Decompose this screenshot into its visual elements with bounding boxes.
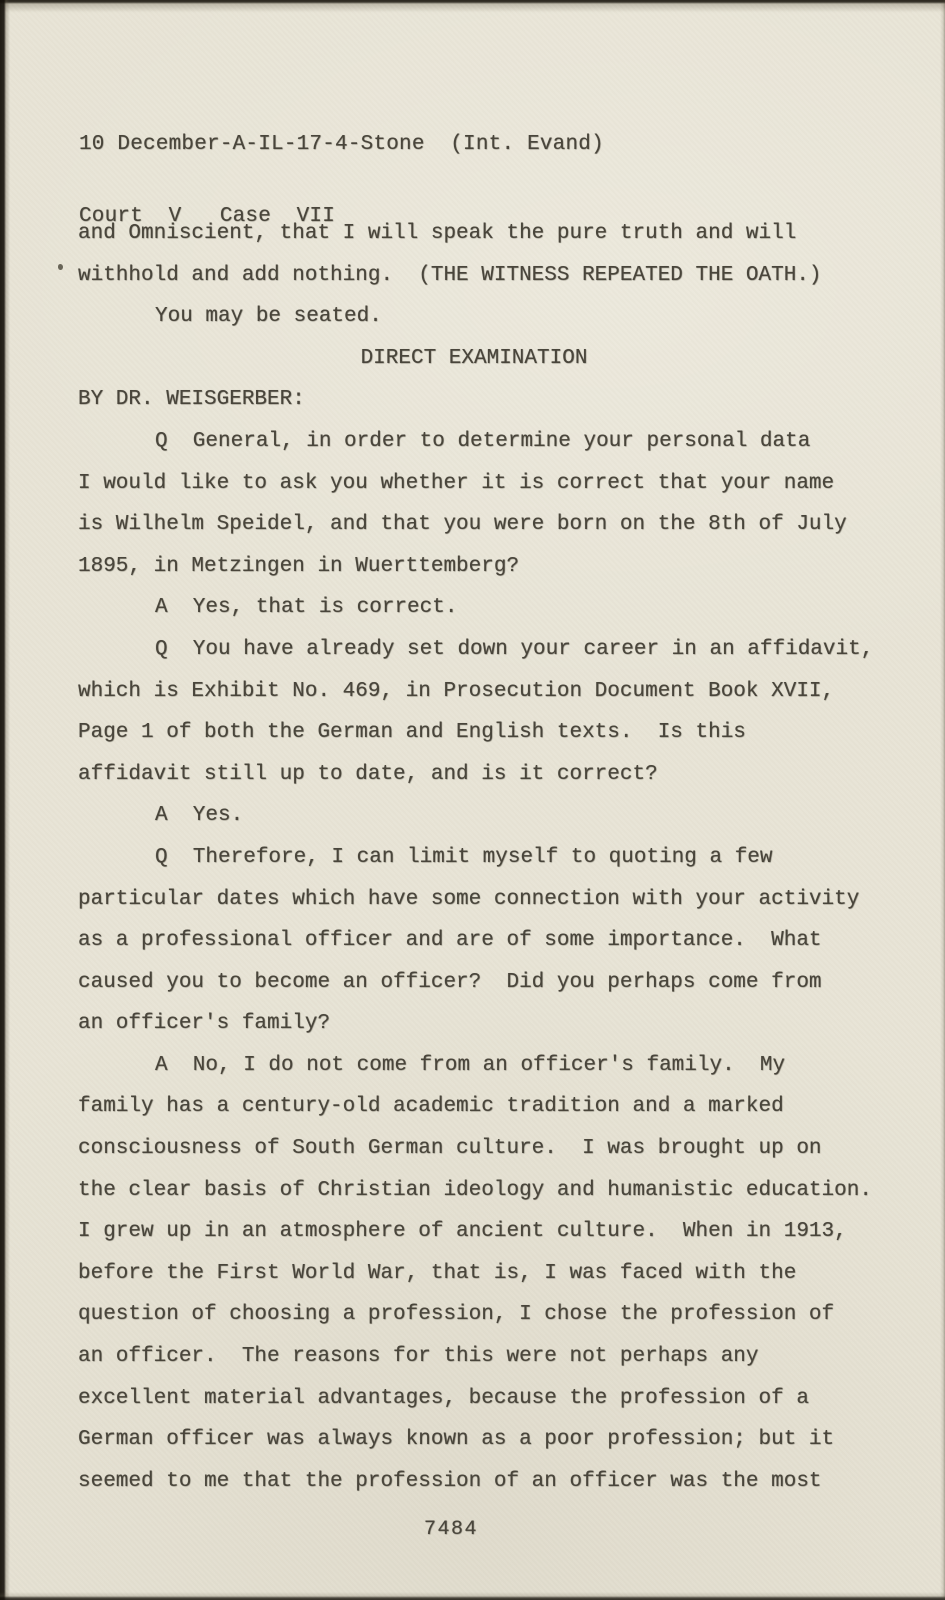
transcript-line: and Omniscient, that I will speak the pure truth and will — [78, 222, 797, 245]
transcript-line: Q Therefore, I can limit myself to quoting a few — [155, 845, 773, 869]
transcript-line: I would like to ask you whether it is correct that your name — [78, 471, 835, 495]
transcript-line: excellent material advantages, because the profession of a — [78, 1386, 809, 1410]
header-dateline: 10 December-A-IL-17-4-Stone (Int. Evand) — [79, 133, 604, 156]
page-number: 7484 — [424, 1518, 479, 1541]
transcript-line: I grew up in an atmosphere of ancient culture. When in 1913, — [78, 1220, 847, 1244]
transcript-line: A Yes, that is correct. — [155, 596, 458, 620]
transcript-line: BY DR. WEISGERBER: — [78, 388, 305, 412]
transcript-line: question of choosing a profession, I chose the profession of — [78, 1303, 835, 1327]
transcript-line: consciousness of South German culture. I was brought up on — [78, 1137, 822, 1161]
transcript-line: particular dates which have some connection with your activity — [78, 887, 860, 911]
stray-ink-mark — [58, 264, 63, 270]
transcript-line: family has a century-old academic tradition and a marked — [78, 1095, 784, 1119]
transcript-body — [78, 213, 874, 1502]
transcript-line: caused you to become an officer? Did you perhaps come from — [78, 970, 822, 994]
transcript-line: German officer was always known as a poor profession; but it — [78, 1428, 835, 1452]
scan-edge-top — [0, 0, 945, 12]
transcript-line: an officer. The reasons for this were not perhaps any — [78, 1345, 759, 1369]
transcript-line: Q You have already set down your career in an affidavit, — [155, 637, 874, 661]
transcript-line: an officer's family? — [78, 1012, 331, 1036]
transcript-line: withhold and add nothing. (THE WITNESS REPEATED THE OATH.) — [78, 263, 822, 287]
transcript-line: affidavit still up to date, and is it correct? — [78, 762, 658, 786]
scan-edge-bottom — [0, 1592, 945, 1600]
transcript-line: is Wilhelm Speidel, and that you were born on the 8th of July — [78, 513, 847, 537]
transcript-line: DIRECT EXAMINATION — [360, 346, 588, 370]
transcript-line: A Yes. — [155, 804, 244, 828]
transcript-line: Page 1 of both the German and English texts. Is this — [78, 721, 746, 745]
transcript-line: You may be seated. — [155, 305, 382, 329]
transcript-line: before the First World War, that is, I was faced with the — [78, 1261, 797, 1285]
scan-edge-left — [0, 0, 10, 1600]
header-court-case-line: Court V Case VII — [79, 205, 336, 228]
transcript-line: seemed to me that the profession of an officer was the most — [78, 1469, 822, 1493]
transcript-line: A No, I do not come from an officer's family. My — [155, 1053, 786, 1077]
scan-edge-right — [940, 0, 945, 1600]
transcript-line: the clear basis of Christian ideology and humanistic education. — [78, 1178, 872, 1202]
transcript-line: which is Exhibit No. 469, in Prosecution Document Book XVII, — [78, 679, 835, 703]
transcript-line: 1895, in Metzingen in Wuerttemberg? — [78, 554, 520, 578]
transcript-line: as a professional officer and are of some importance. What — [78, 929, 822, 953]
transcript-line: Q General, in order to determine your personal data — [155, 429, 811, 453]
